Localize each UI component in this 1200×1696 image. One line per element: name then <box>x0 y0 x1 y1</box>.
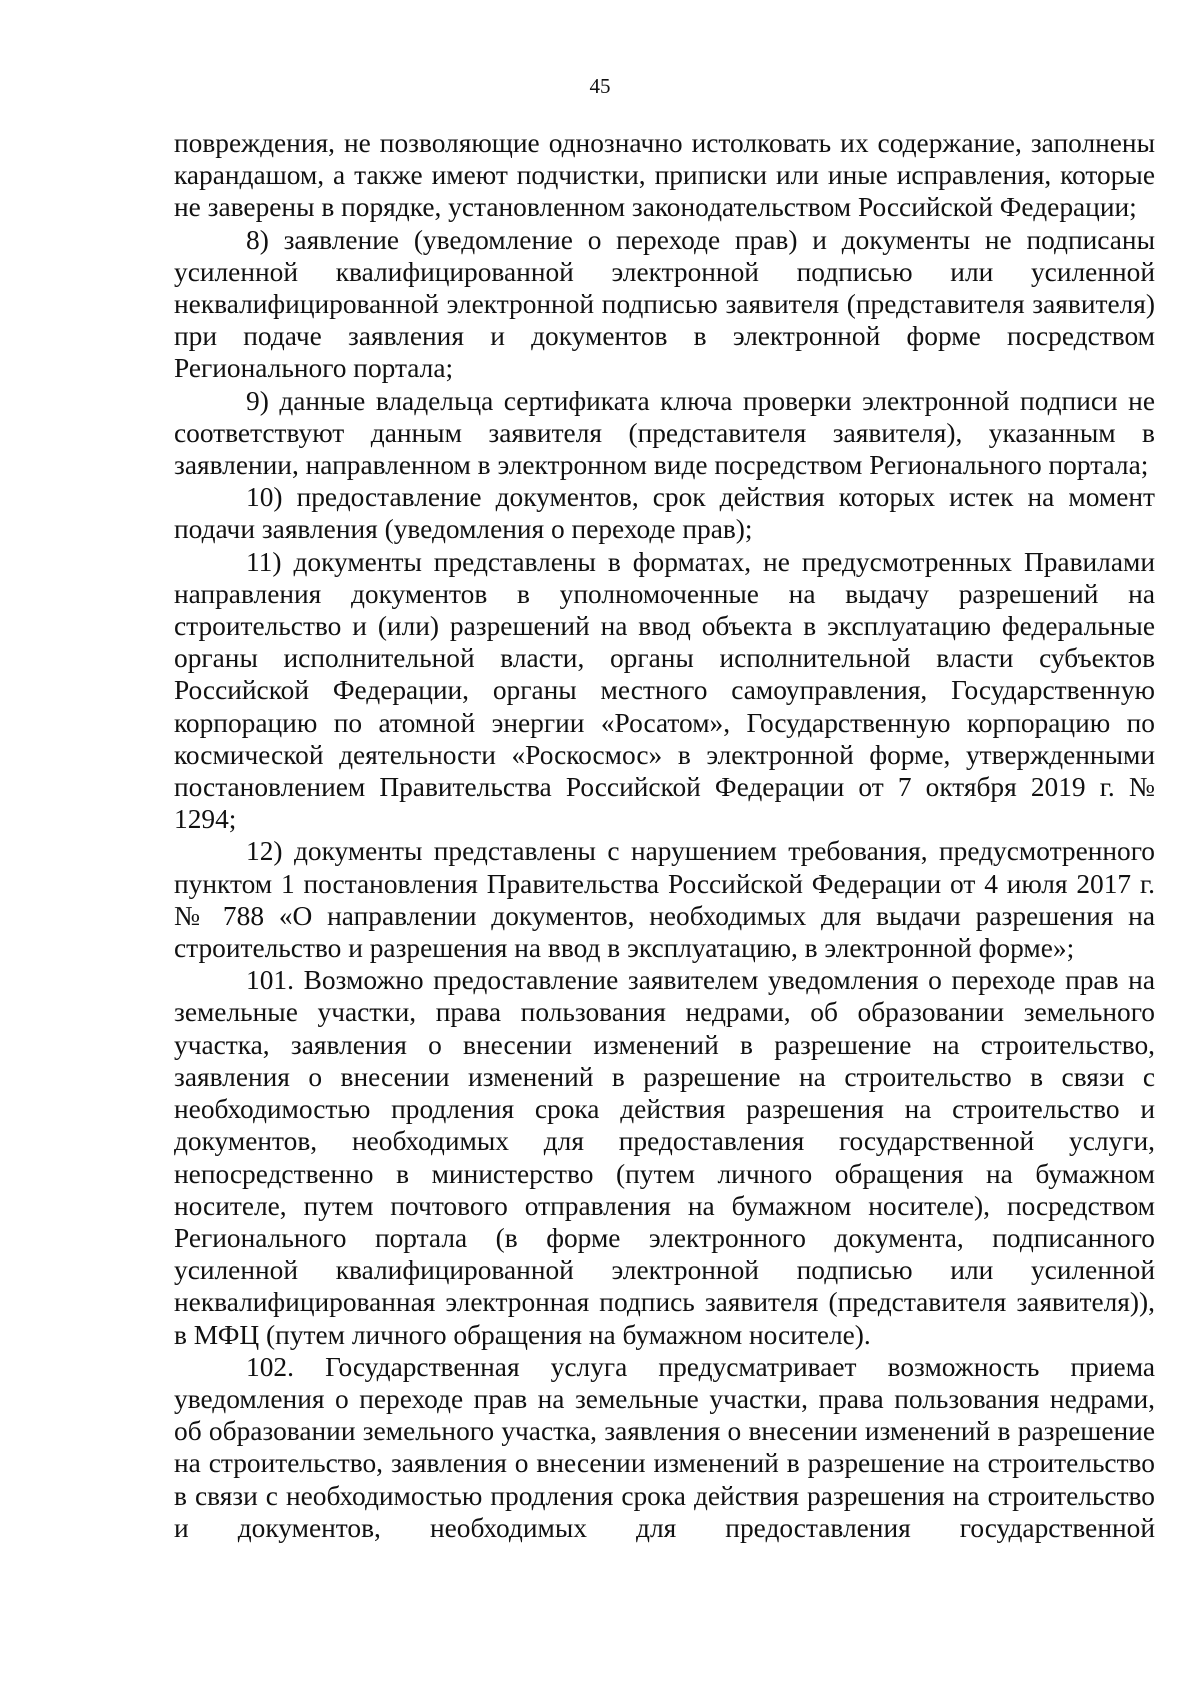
list-item-11: 11) документы представлены в форматах, не предусмотренных Правилами направления документов в уполномоченные на выдачу разрешений на строительство и (или) разрешений на ввод объекта в эксплуатацию федеральные органы исполнительной власти, органы исполнительной власти субъектов Российской Федерации, органы местного самоуправления, Государственную корпорацию по атомной энергии «Росатом», Государственную корпорацию по космической деятельности «Роскосмос» в электронной форме, утвержденными постановлением Правительства Российской Федерации от 7 октября 2019 г. № 1294; <box>174 546 1155 835</box>
document-body <box>174 127 1155 1544</box>
list-item-8: 8) заявление (уведомление о переходе прав) и документы не подписаны усиленной квалифицированной электронной подписью или усиленной неквалифицированной электронной подписью заявителя (представителя заявителя) при подаче заявления и документов в электронной форме посредством Регионального портала; <box>174 224 1155 384</box>
clause-102: 102. Государственная услуга предусматривает возможность приема уведомления о переходе прав на земельные участки, права пользования недрами, об образовании земельного участка, заявления о внесении изменений в разрешение на строительство, заявления о внесении изменений в разрешение на строительство в связи с необходимостью продления срока действия разрешения на строительство и документов, необходимых для предоставления государственной <box>174 1351 1155 1543</box>
paragraph-continuation: повреждения, не позволяющие однозначно истолковать их содержание, заполнены карандашом, а также имеют подчистки, приписки или иные исправления, которые не заверены в порядке, установленном законодательством Российской Федерации; <box>174 128 1155 223</box>
list-item-10: 10) предоставление документов, срок действия которых истек на момент подачи заявления (уведомления о переходе прав); <box>174 482 1155 545</box>
list-item-12: 12) документы представлены с нарушением требования, предусмотренного пунктом 1 постановления Правительства Российской Федерации от 4 июля 2017 г. № 788 «О направлении документов, необходимых для выдачи разрешения на строительство и разрешения на ввод в эксплуатацию, в электронной форме»; <box>174 836 1155 964</box>
list-item-9: 9) данные владельца сертификата ключа проверки электронной подписи не соответствуют данным заявителя (представителя заявителя), указанным в заявлении, направленном в электронном виде посредством Регионального портала; <box>174 385 1155 481</box>
clause-101: 101. Возможно предоставление заявителем уведомления о переходе прав на земельные участки, права пользования недрами, об образовании земельного участка, заявления о внесении изменений в разрешение на строительство, заявления о внесении изменений в разрешение на строительство в связи с необходимостью продления срока действия разрешения на строительство и документов, необходимых для предоставления государственной услуги, непосредственно в министерство (путем личного обращения на бумажном носителе, путем почтового отправления на бумажном носителе), посредством Регионального портала (в форме электронного документа, подписанного усиленной квалифицированной электронной подписью или усиленной неквалифицированная электронная подпись заявителя (представителя заявителя)), в МФЦ (путем личного обращения на бумажном носителе). <box>174 965 1155 1350</box>
page-number: 45 <box>589 74 611 98</box>
